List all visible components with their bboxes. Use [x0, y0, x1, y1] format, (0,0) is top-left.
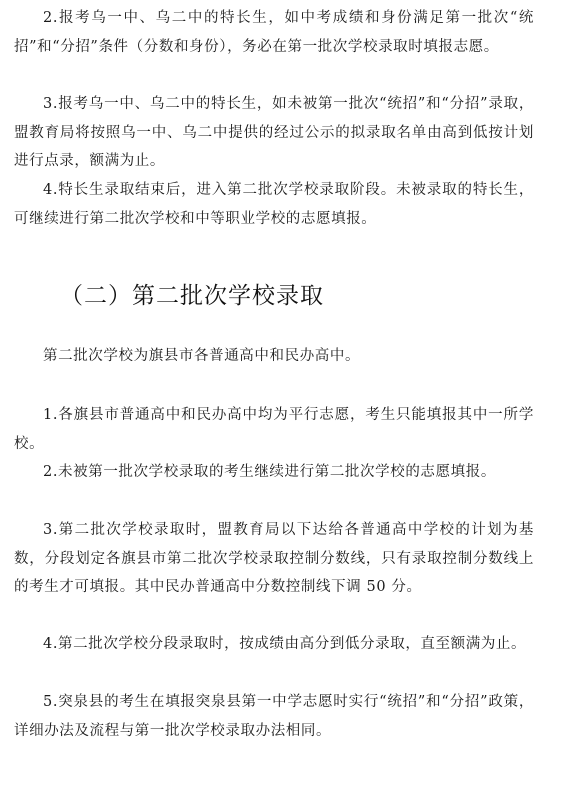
- list-item-2: 2.未被第一批次学校录取的考生继续进行第二批次学校的志愿填报。: [43, 464, 496, 480]
- paragraph-item-2: 2.报考乌一中、乌二中的特长生，如中考成绩和身份满足第一批次“统招”和“分招”条件（分数和身份），务必在第一批次学校录取时填报志愿。: [14, 10, 534, 55]
- paragraph-item-4: 4.特长生录取结束后，进入第二批次学校录取阶段。未被录取的特长生，可继续进行第二批次学校和中等职业学校的志愿填报。: [14, 182, 534, 227]
- list-item-3: 3.第二批次学校录取时，盟教育局以下达给各普通高中学校的计划为基数，分段划定各旗县市第二批次学校录取控制分数线，只有录取控制分数线上的考生才可填报。其中民办普通高中分数控制线下调 50 分。: [14, 522, 534, 595]
- list-item-1: 1.各旗县市普通高中和民办高中均为平行志愿，考生只能填报其中一所学校。: [14, 407, 534, 452]
- list-item-5: 5.突泉县的考生在填报突泉县第一中学志愿时实行“统招”和“分招”政策，详细办法及流程与第一批次学校录取办法相同。: [14, 694, 534, 739]
- paragraph-item-3: 3.报考乌一中、乌二中的特长生，如未被第一批次“统招”和“分招”录取，盟教育局将按照乌一中、乌二中提供的经过公示的拟录取名单由高到低按计划进行点录，额满为止。: [14, 96, 534, 169]
- list-item-4: 4.第二批次学校分段录取时，按成绩由高分到低分录取，直至额满为止。: [43, 636, 527, 652]
- section-heading: （二）第二批次学校录取: [60, 283, 324, 309]
- intro-paragraph: 第二批次学校为旗县市各普通高中和民办高中。: [43, 348, 361, 364]
